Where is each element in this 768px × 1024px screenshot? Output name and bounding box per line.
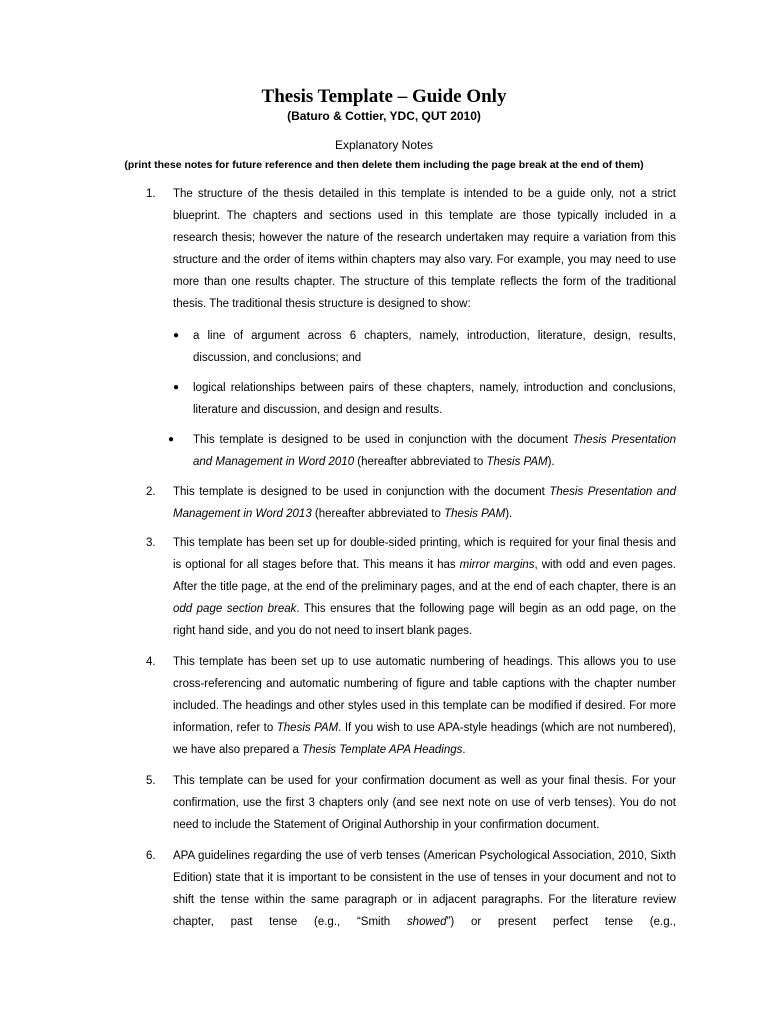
item-text: This template has been set up for double-sided printing, which is required for your final thesis and is optional for all stages before that. This means it has mirror margins, with odd and even pages. After the title page, at the end of the preliminary pages, and at the end of each chapter, there is an odd page section break. This ensures that the following page will begin as an odd page, on the right hand side, and you do not need to insert blank pages. <box>173 537 676 638</box>
item-number: 4. <box>146 656 156 668</box>
explanatory-notes-heading: Explanatory Notes <box>334 138 434 152</box>
item-text: This template is designed to be used in conjunction with the document Thesis Presentation and Management in Word 2013 (hereafter abbreviated to Thesis PAM). <box>173 486 676 521</box>
bullet-text: a line of argument across 6 chapters, namely, introduction, literature, design, results, discussion, and conclusions; and <box>193 330 676 365</box>
item-number: 6. <box>146 850 156 862</box>
item-number: 5. <box>146 775 156 787</box>
item-text: This template can be used for your confirmation document as well as your final thesis. For your confirmation, use the first 3 chapters only (and see next note on use of verb tenses). You do not need to include the Statement of Original Authorship in your confirmation document. <box>173 775 676 832</box>
document-subtitle: (Baturo & Cottier, YDC, QUT 2010) <box>287 109 481 123</box>
bullet-icon: ● <box>173 382 180 393</box>
item-text: This template has been set up to use automatic numbering of headings. This allows you to use cross-referencing and automatic numbering of figure and table captions with the chapter number included. The headings and other styles used in this template can be modified if desired. For more information, refer to Thesis PAM. If you wish to use APA-style headings (which are not numbered), we have also prepared a Thesis Template APA Headings. <box>173 656 676 757</box>
bullet-icon: ● <box>168 434 175 445</box>
item-text: APA guidelines regarding the use of verb tenses (American Psychological Association, 2010, Sixth Edition) state that it is important to be consistent in the use of tenses in your document and not to shift the tense within the same paragraph or in adjacent paragraphs. For the literature review chapter, past tense (e.g., “Smith showed”) or present perfect tense (e.g., <box>173 850 676 929</box>
item-number: 1. <box>146 188 156 200</box>
explanatory-notes-instruction: (print these notes for future reference and then delete them including the page break at the end of them) <box>124 159 644 171</box>
bullet-text: This template is designed to be used in conjunction with the document Thesis Presentation and Management in Word 2010 (hereafter abbreviated to Thesis PAM). <box>193 434 676 469</box>
item-text: The structure of the thesis detailed in this template is intended to be a guide only, not a strict blueprint. The chapters and sections used in this template are those typically included in a research thesis; however the nature of the research undertaken may require a variation from this structure and the order of items within chapters may also vary. For example, you may need to use more than one results chapter. The structure of this template reflects the form of the traditional thesis. The traditional thesis structure is designed to show: <box>173 188 676 311</box>
bullet-text: logical relationships between pairs of these chapters, namely, introduction and conclusions, literature and discussion, and design and results. <box>193 382 676 417</box>
bullet-icon: ● <box>173 330 180 341</box>
document-title: Thesis Template – Guide Only <box>261 86 507 107</box>
item-number: 2. <box>146 486 156 498</box>
item-number: 3. <box>146 537 156 549</box>
